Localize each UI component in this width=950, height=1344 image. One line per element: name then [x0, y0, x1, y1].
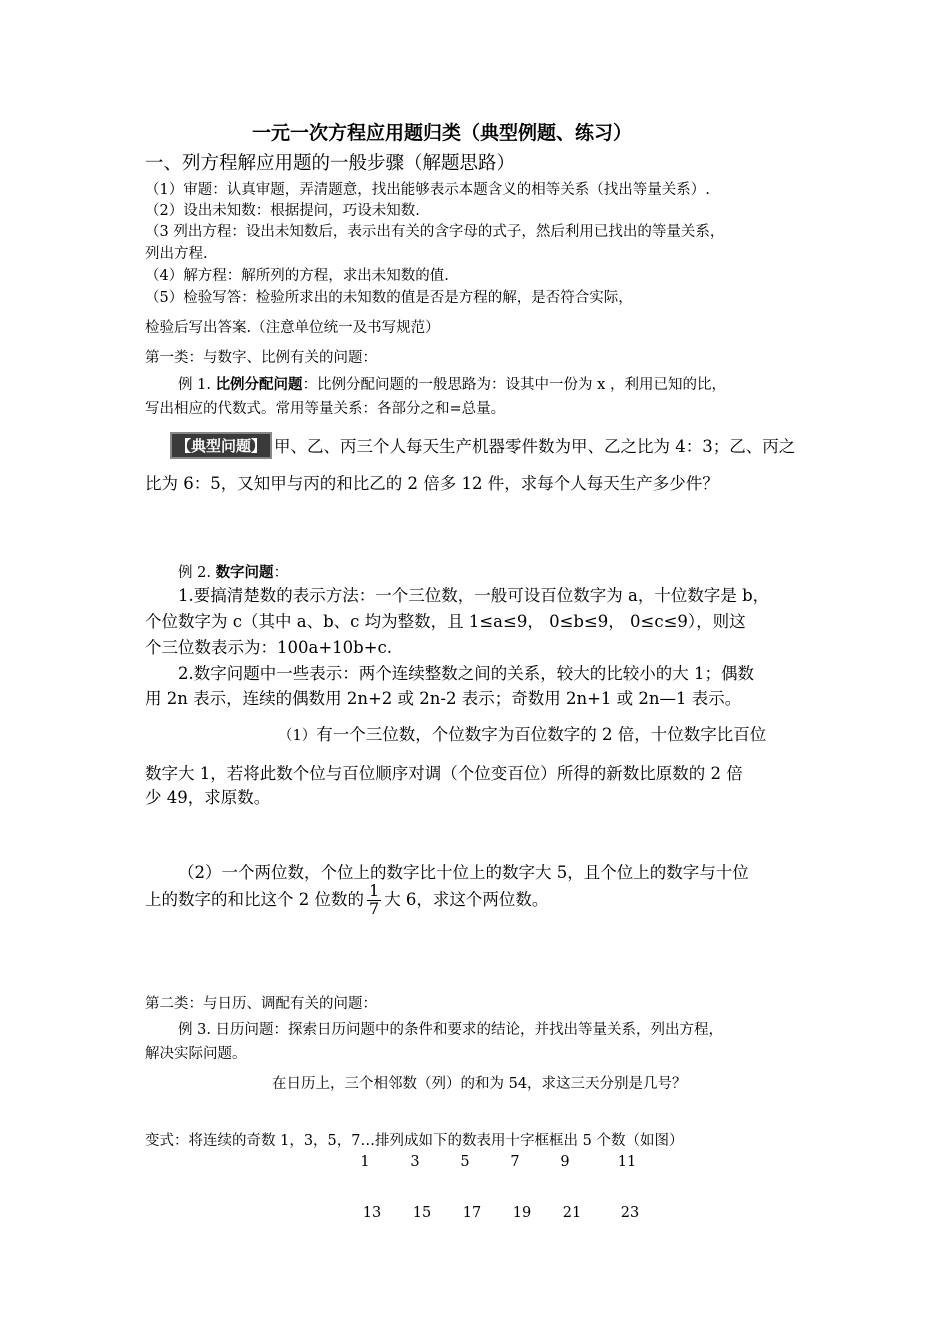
example-2-p1-line1: 1.要搞清楚数的表示方法：一个三位数，一般可设百位数字为 a，十位数字是 b， [178, 586, 770, 605]
step-3-line2: 列出方程. [145, 246, 208, 262]
example-3-line2: 解决实际问题。 [145, 1046, 247, 1062]
fraction-numerator: 1 [369, 881, 380, 900]
page-title: 一元一次方程应用题归类（典型例题、练习） [252, 122, 633, 144]
example-2-label: 例 2. [178, 565, 211, 581]
table-cell: 15 [412, 1205, 432, 1221]
table-cell: 3 [410, 1154, 420, 1170]
example-1-text: ：比例分配问题的一般思路为：设其中一份为 x ，利用已知的比， [302, 377, 726, 393]
example-1-topic: 比例分配问题 [215, 377, 303, 393]
table-cell: 5 [460, 1154, 470, 1170]
question-1-line2: 数字大 1，若将此数个位与百位顺序对调（个位变百位）所得的新数比原数的 2 倍 [145, 764, 743, 783]
category-1-heading: 第一类：与数字、比例有关的问题： [145, 350, 377, 366]
typical-problem-text1: 甲、乙、丙三个人每天生产机器零件数为甲、乙之比为 4：3；乙、丙之 [274, 437, 796, 456]
step-3-line1: （3 列出方程：设出未知数后，表示出有关的含字母的式子，然后利用已找出的等量关系， [145, 224, 725, 240]
step-2: （2）设出未知数：根据提问，巧设未知数. [145, 203, 420, 219]
typical-problem-line1 [170, 432, 795, 459]
question-1-line3: 少 49，求原数。 [145, 788, 271, 807]
question-1-line1 [278, 721, 766, 745]
example-2-heading [178, 561, 288, 582]
step-5: （5）检验写答：检验所求出的未知数的值是否是方程的解，是否符合实际， [145, 290, 633, 306]
typical-problem-tag: 【典型问题】 [170, 432, 272, 459]
table-cell: 19 [512, 1205, 532, 1221]
section-heading-steps: 一、列方程解应用题的一般步骤（解题思路） [145, 153, 516, 174]
question-2-line1: （2）一个两位数，个位上的数字比十位上的数字大 5，且个位上的数字与十位 [178, 863, 749, 882]
table-cell: 11 [617, 1154, 637, 1170]
variant-text: 变式：将连续的奇数 1，3，5，7…排列成如下的数表用十字框框出 5 个数（如图） [145, 1133, 684, 1149]
question-1-text1: 有一个三位数，个位数字为百位数字的 2 倍，十位数字比百位 [316, 725, 767, 744]
typical-problem-line2: 比为 6：5，又知甲与丙的和比乙的 2 倍多 12 件，求每个人每天生产多少件？ [145, 474, 719, 493]
table-cell: 23 [620, 1205, 640, 1221]
question-2-text-a: 上的数字的和比这个 2 位数的 [145, 889, 364, 909]
table-cell: 9 [560, 1154, 570, 1170]
example-2-p2-line1: 2.数字问题中一些表示：两个连续整数之间的关系，较大的比较小的大 1；偶数 [178, 664, 754, 683]
example-1-line2: 写出相应的代数式。常用等量关系：各部分之和=总量。 [145, 401, 506, 417]
step-4: （4）解方程：解所列的方程，求出未知数的值. [145, 268, 449, 284]
question-2-line2 [145, 883, 548, 918]
example-2-colon: ： [273, 565, 289, 581]
table-cell: 1 [360, 1154, 370, 1170]
question-1-prefix: （1） [278, 728, 317, 744]
example-2-p1-line2: 个位数字为 c（其中 a、b、c 均为整数，且 1≤a≤9， 0≤b≤9， 0≤c≤9），则这 [145, 612, 746, 631]
example-2-p2-line2: 用 2n 表示，连续的偶数用 2n+2 或 2n-2 表示；奇数用 2n+1 或 2n—1 表示。 [145, 689, 742, 708]
fraction-denominator: 7 [369, 898, 380, 918]
question-2-text-b: 大 6，求这个两位数。 [384, 889, 549, 909]
example-1-line1 [178, 373, 726, 394]
example-1-label: 例 1. [178, 377, 211, 393]
table-cell: 21 [562, 1205, 582, 1221]
example-2-topic: 数字问题 [215, 565, 274, 581]
step-5-continued: 检验后写出答案.（注意单位统一及书写规范） [145, 320, 440, 336]
example-3-question: 在日历上，三个相邻数（列）的和为 54，求这三天分别是几号？ [272, 1076, 687, 1092]
table-cell: 13 [362, 1205, 382, 1221]
one-seventh-fraction [367, 883, 381, 918]
category-2-heading: 第二类：与日历、调配有关的问题： [145, 996, 377, 1012]
step-1: （1）审题：认真审题，弄清题意，找出能够表示本题含义的相等关系（找出等量关系）. [145, 182, 710, 198]
example-2-p1-line3: 个三位数表示为：100a+10b+c. [145, 638, 393, 657]
example-3-line1: 例 3. 日历问题：探索日历问题中的条件和要求的结论，并找出等量关系，列出方程， [178, 1022, 724, 1038]
table-cell: 7 [510, 1154, 520, 1170]
table-cell: 17 [462, 1205, 482, 1221]
